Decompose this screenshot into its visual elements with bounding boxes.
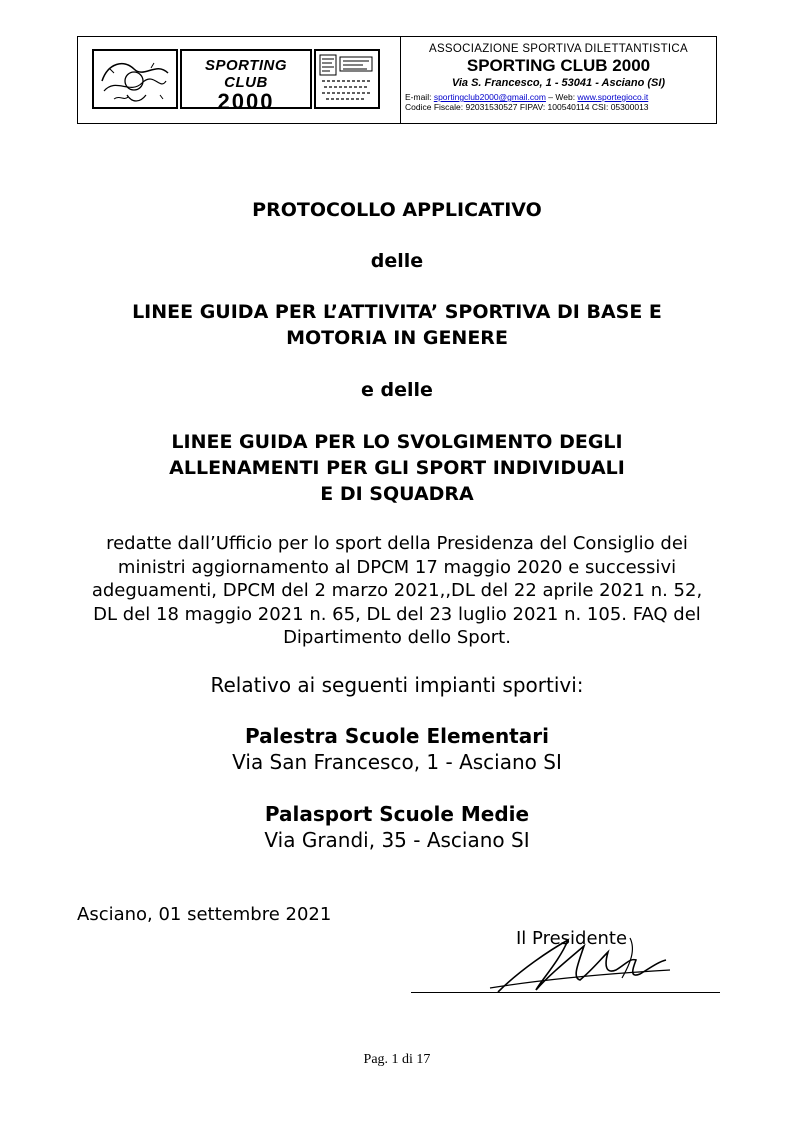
club-emblem-logo — [92, 49, 178, 109]
email-label: E-mail: — [405, 92, 434, 102]
page-number: Pag. 1 di 17 — [363, 1052, 431, 1067]
facility2-name-text: Palasport Scuole Medie — [264, 802, 530, 826]
club-name: SPORTING CLUB 2000 — [466, 56, 651, 75]
logo-area — [78, 37, 401, 123]
web-link[interactable]: www.sportegioco.it — [577, 92, 649, 102]
facility2-name — [40, 801, 754, 827]
description-line4: DL del 18 maggio 2021 n. 65, DL del 23 luglio 2021 n. 105. FAQ del — [93, 603, 701, 625]
email-link[interactable]: sportingclub2000@gmail.com — [433, 92, 546, 102]
guideline2-line1: LINEE GUIDA PER LO SVOLGIMENTO DEGLI — [171, 431, 623, 453]
facilities-intro: Relativo ai seguenti impianti sportivi: — [210, 673, 584, 697]
description-line1: redatte dall’Ufficio per lo sport della Presidenza del Consiglio dei — [106, 533, 688, 554]
document-date: Asciano, 01 settembre 2021 — [77, 904, 332, 925]
contact-line — [401, 92, 716, 102]
club-info — [401, 37, 716, 123]
guideline2-line3: E DI SQUADRA — [320, 483, 474, 505]
guideline1-line1: LINEE GUIDA PER L’ATTIVITA’ SPORTIVA DI BASE E — [132, 301, 662, 323]
club-name-logo — [180, 49, 312, 114]
guideline1-line2: MOTORIA IN GENERE — [286, 327, 508, 349]
conjunction-delle: delle — [370, 250, 424, 272]
partner-logo — [314, 49, 380, 109]
letterhead — [77, 36, 717, 124]
facility1-address: Via San Francesco, 1 - Asciano SI — [232, 750, 562, 774]
conjunction-e-delle: e delle — [361, 379, 433, 401]
handwritten-signature — [480, 930, 680, 1000]
logo-title-line1: SPORTING CLUB — [204, 57, 288, 91]
signer-title: Il Presidente — [516, 928, 628, 949]
club-address: Via S. Francesco, 1 - 53041 - Asciano (SI) — [451, 77, 666, 89]
description-line5: Dipartimento dello Sport. — [283, 627, 511, 648]
guideline2-line2: ALLENAMENTI PER GLI SPORT INDIVIDUALI — [169, 457, 625, 479]
facility1-name — [40, 723, 754, 749]
web-label: – Web: — [545, 92, 578, 102]
signature-line — [411, 992, 720, 993]
description-line3: adeguamenti, DPCM del 2 marzo 2021,,DL del 22 aprile 2021 n. 52, — [91, 580, 703, 601]
document-title: PROTOCOLLO APPLICATIVO — [252, 199, 542, 221]
facility2-address: Via Grandi, 35 - Asciano SI — [264, 828, 530, 852]
fiscal-codes: Codice Fiscale: 92031530527 FIPAV: 100540114 CSI: 05300013 — [405, 102, 649, 112]
logo-title-line2: 2000 — [217, 89, 275, 114]
facility1-name-text: Palestra Scuole Elementari — [245, 724, 549, 748]
association-type: ASSOCIAZIONE SPORTIVA DILETTANTISTICA — [428, 43, 689, 55]
description-line2: ministri aggiornamento al DPCM 17 maggio 2020 e successivi — [117, 556, 677, 578]
